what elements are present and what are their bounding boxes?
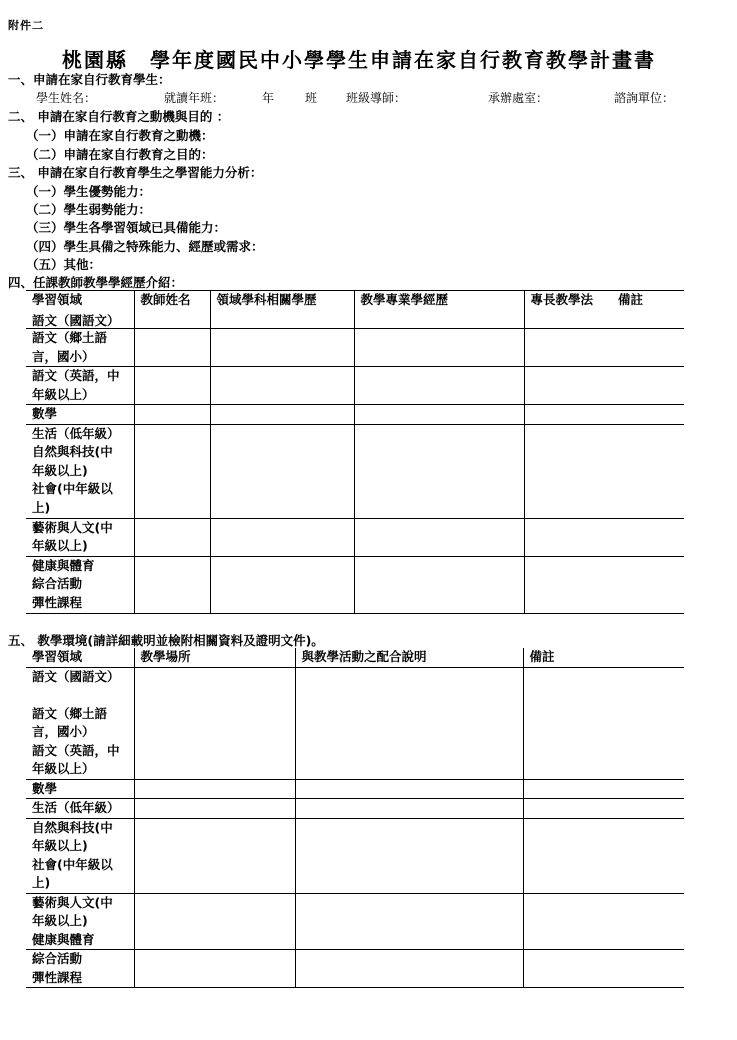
table-header: 教學專業學經歷 (354, 291, 524, 329)
table-header: 領域學科相關學歷 (210, 291, 354, 329)
section3-item: （二）學生弱勢能力： (26, 202, 152, 217)
table-header: 教師姓名 (134, 291, 210, 329)
section3-item: （五）其他： (26, 257, 102, 272)
table-row: 語文（鄉土語 言，國小） (26, 329, 134, 367)
table-row: 語文（國語文） 語文（鄉土語 言，國小） 語文（英語，中 年級以上） (26, 667, 134, 779)
environment-table (26, 648, 684, 988)
section4-heading: 四、任課教師教學學經歷介紹： (8, 275, 184, 290)
section2-heading: 二、 申請在家自行教育之動機與目的 ： (8, 109, 230, 124)
class-label: 就讀年班： (164, 91, 225, 105)
class-unit-label: 班 (305, 91, 318, 105)
table-row: 綜合活動 彈性課程 (26, 950, 134, 988)
table-row: 自然與科技(中 年級以上) 社會(中年級以 上) (26, 818, 134, 893)
section3-item: （一）學生優勢能力： (26, 184, 152, 199)
section5-heading: 五、 教學環境(請詳細載明並檢附相關資料及證明文件)。 (8, 633, 324, 648)
student-name-label: 學生姓名： (36, 91, 97, 105)
table-row: 藝術與人文(中 年級以上) (26, 518, 134, 556)
table-header: 專長教學法 備註 (524, 291, 684, 329)
table-header: 教學場所 (134, 648, 295, 667)
table-row: 數學 (26, 779, 134, 799)
table-row: 生活（低年級） (26, 799, 134, 819)
table-row: 數學 (26, 405, 134, 425)
section1-heading: 一、申請在家自行教育學生： (8, 72, 171, 87)
table-header: 學習領域 (32, 649, 83, 664)
annex-label: 附件二 (8, 19, 44, 32)
consult-label: 諮詢單位： (614, 91, 675, 105)
section2-item: （二）申請在家自行教育之目的： (26, 147, 214, 162)
table-row: 語文（英語，中 年級以上） (26, 367, 134, 405)
section3-heading: 三、 申請在家自行教育學生之學習能力分析： (8, 165, 263, 180)
year-label: 年 (262, 91, 275, 105)
table-row: 生活（低年級） 自然與科技(中 年級以上) 社會(中年級以 上) (26, 424, 134, 518)
page-title: 桃園縣 學年度國民中小學學生申請在家自行教育教學計畫書 (62, 48, 656, 72)
table-row: 健康與體育 綜合活動 彈性課程 (26, 556, 134, 613)
first-row-label: 語文（國語文） (32, 313, 120, 328)
section3-item: （四）學生具備之特殊能力、經歷或需求： (26, 239, 264, 254)
teacher-table (26, 290, 684, 614)
section3-item: （三）學生各學習領域已具備能力： (26, 220, 227, 235)
table-header: 備註 (523, 648, 684, 667)
section2-item: （一）申請在家自行教育之動機： (26, 128, 214, 143)
table-header: 與教學活動之配合說明 (295, 648, 523, 667)
table-row: 藝術與人文(中 年級以上) 健康與體育 (26, 893, 134, 950)
teacher-label: 班級導師： (346, 91, 407, 105)
office-label: 承辦處室： (488, 91, 549, 105)
table-header: 學習領域 (26, 291, 134, 329)
